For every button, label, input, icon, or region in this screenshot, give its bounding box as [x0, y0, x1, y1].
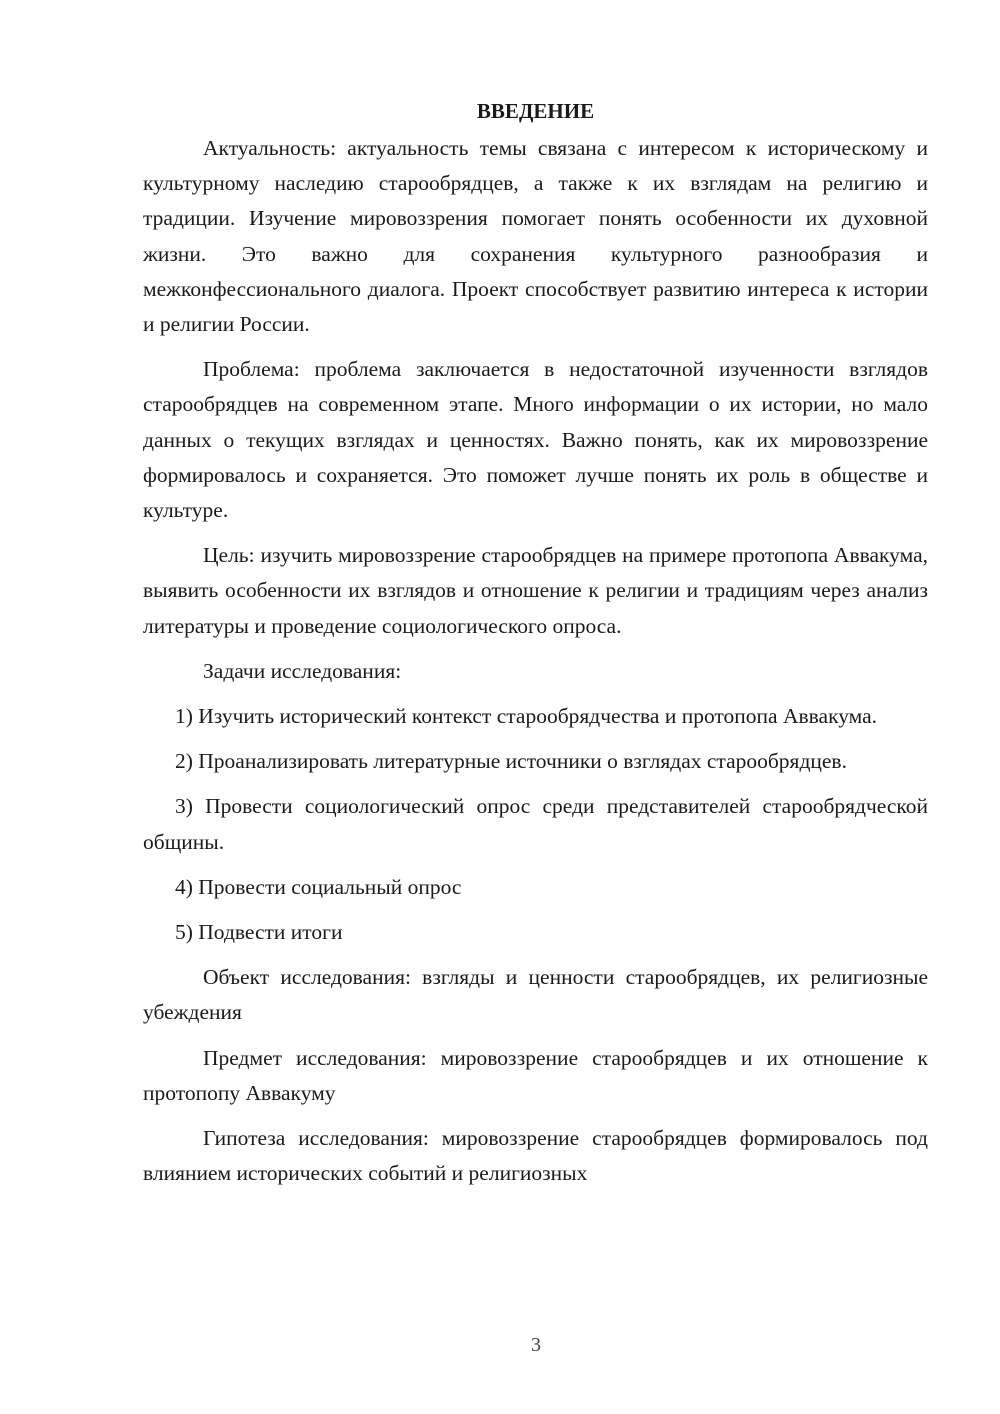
task-item-5: 5) Подвести итоги — [175, 920, 343, 945]
relevance-paragraph: Актуальность: актуальность темы связана с интересом к историческому и культурному наследию старообрядцев, а также к их взглядам на религию и традиции. Изучение мировоззрения помогает понять особенности их духовной жизни. Это важно для сохранения культурного разнообразия и межконфессионального диалога. Проект способствует развитию интереса к истории и религии России. — [143, 136, 928, 337]
task-item-1: 1) Изучить исторический контекст старообрядчества и протопопа Аввакума. — [175, 704, 878, 729]
task-item-4: 4) Провести социальный опрос — [175, 874, 462, 899]
goal-paragraph: Цель: изучить мировоззрение старообрядцев на примере протопопа Аввакума, выявить особенности их взглядов и отношение к религии и традициям через анализ литературы и проведение социологического опроса. — [143, 543, 928, 638]
document-page — [143, 94, 928, 1201]
hypothesis-paragraph: Гипотеза исследования: мировоззрение старообрядцев формировалось под влиянием исторических событий и религиозных — [143, 1126, 928, 1186]
task-item-3: 3) Провести социологический опрос среди представителей старообрядческой общины. — [143, 794, 928, 854]
problem-paragraph: Проблема: проблема заключается в недостаточной изученности взглядов старообрядцев на современном этапе. Много информации о их истории, но мало данных о текущих взглядах и ценностях. Важно понять, как их мировоззрение формировалось и сохраняется. Это поможет лучше понять их роль в обществе и культуре. — [143, 357, 928, 523]
subject-paragraph: Предмет исследования: мировоззрение старообрядцев и их отношение к протопопу Аввакуму — [143, 1045, 928, 1105]
task-item-2: 2) Проанализировать литературные источники о взглядах старообрядцев. — [175, 749, 847, 774]
object-paragraph: Объект исследования: взгляды и ценности старообрядцев, их религиозные убеждения — [143, 965, 928, 1025]
page-number: 3 — [531, 1334, 541, 1356]
tasks-heading: Задачи исследования: — [203, 658, 402, 683]
section-title: ВВЕДЕНИЕ — [476, 99, 595, 123]
